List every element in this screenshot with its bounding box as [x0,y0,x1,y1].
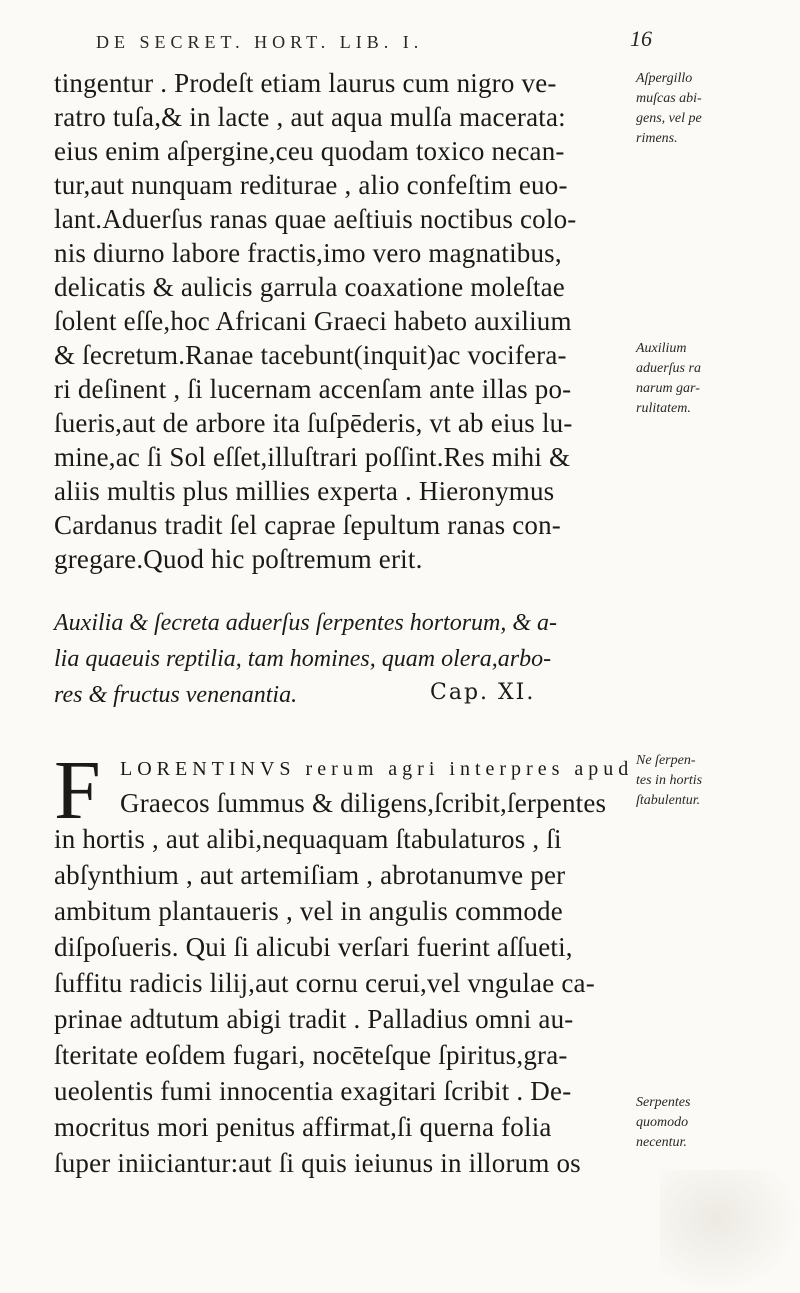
text-line: mine,ac ſi Sol eſſet,illuſtrari poſſint.Res mihi & [54,442,571,472]
text-line: & ſecretum.Ranae tacebunt(inquit)ac vociferа- [54,340,567,370]
text-line: ri deſinent , ſi lucernam accenſam ante illas po- [54,374,572,404]
text-line: ſuper iniiciantur:aut ſi quis ieiunus in illorum os [54,1148,581,1178]
text-line: delicatis & aulicis garrula coaxatione moleſtae [54,272,565,302]
text-line: ſolent eſſe,hoc Africani Graeci habeto auxilium [54,306,572,336]
margin-line: muſcas abi- [636,91,702,106]
text-line: ambitum plantaueris , vel in angulis commode [54,896,563,926]
text-line: nis diurno labore fractis,imo vero magnatibus, [54,238,562,268]
margin-line: Serpentes [636,1095,691,1110]
running-title: DE SECRET. HORT. LIB. I. [96,32,424,52]
text-line: ſteritate eoſdem fugari, nocēteſque ſpiritus,gra- [54,1040,568,1070]
text-line: mocritus mori penitus affirmat,ſi querna folia [54,1112,552,1142]
margin-line: rimens. [636,131,678,146]
margin-line: Ne ſerpen- [636,753,696,768]
text-line: Graecos ſummus & diligens,ſcribit,ſerpentes [120,788,607,818]
margin-line: ſtabulentur. [636,793,701,808]
text-line: diſpoſueris. Qui ſi alicubi verſari fuerint aſſueti, [54,932,573,962]
margin-line: necentur. [636,1135,687,1150]
text-line: ſuffitu radicis lilij,aut cornu cerui,vel vngulae ca- [54,968,595,998]
margin-line: gens, vel pe [636,111,702,126]
margin-line: rulitatem. [636,401,691,416]
text-line: eius enim aſpergine,ceu quodam toxico necan- [54,136,565,166]
text-line: prinae adtutum abigi tradit . Palladius omni au- [54,1004,574,1034]
text-line: tingentur . Prodeſt etiam laurus cum nigro ve- [54,68,557,98]
text-line: tur,aut nunquam rediturae , alio confeſtim euo- [54,170,568,200]
heading-line: res & fructus venenantia. [54,682,298,708]
text-line: Cardanus tradit ſel caprae ſepultum ranas con- [54,510,561,540]
text-line: ſueris,aut de arbore ita ſuſpēderis, vt ab eius lu- [54,408,573,438]
text-line: gregare.Quod hic poſtremum erit. [54,544,423,574]
text-line: ueolentis fumi innocentia exagitari ſcribit . De- [54,1076,572,1106]
text-line: LORENTINVS rerum agri interpres apud [120,758,634,780]
margin-line: tes in hortis [636,773,703,788]
running-header [96,26,656,60]
text-line: aliis multis plus millies experta . Hieronymus [54,476,555,506]
margin-line: narum gar- [636,381,700,396]
text-line: in hortis , aut alibi,nequaquam ſtabulaturos , ſi [54,824,562,854]
text-line: abſynthium , aut artemiſiam , abrotanumve per [54,860,566,890]
text-line: lant.Aduerſus ranas quae aeſtiuis noctibus colo- [54,204,577,234]
heading-line: lia quaeuis reptilia, tam homines, quam olera,arbo- [54,646,552,672]
margin-line: Aſpergillo [636,71,693,86]
chapter-number: Cap. XI. [430,680,536,705]
text-line: ratro tuſa,& in lacte , aut aqua mulſa macerata: [54,102,566,132]
margin-line: quomodo [636,1115,689,1130]
margin-line: Auxilium [636,341,687,356]
heading-line: Auxilia & ſecreta aduerſus ſerpentes hortorum, & a- [54,610,558,636]
drop-capital: F [54,744,101,837]
margin-line: aduerſus ra [636,361,701,376]
page-number: 16 [630,26,652,51]
paper-stain [660,1170,800,1293]
